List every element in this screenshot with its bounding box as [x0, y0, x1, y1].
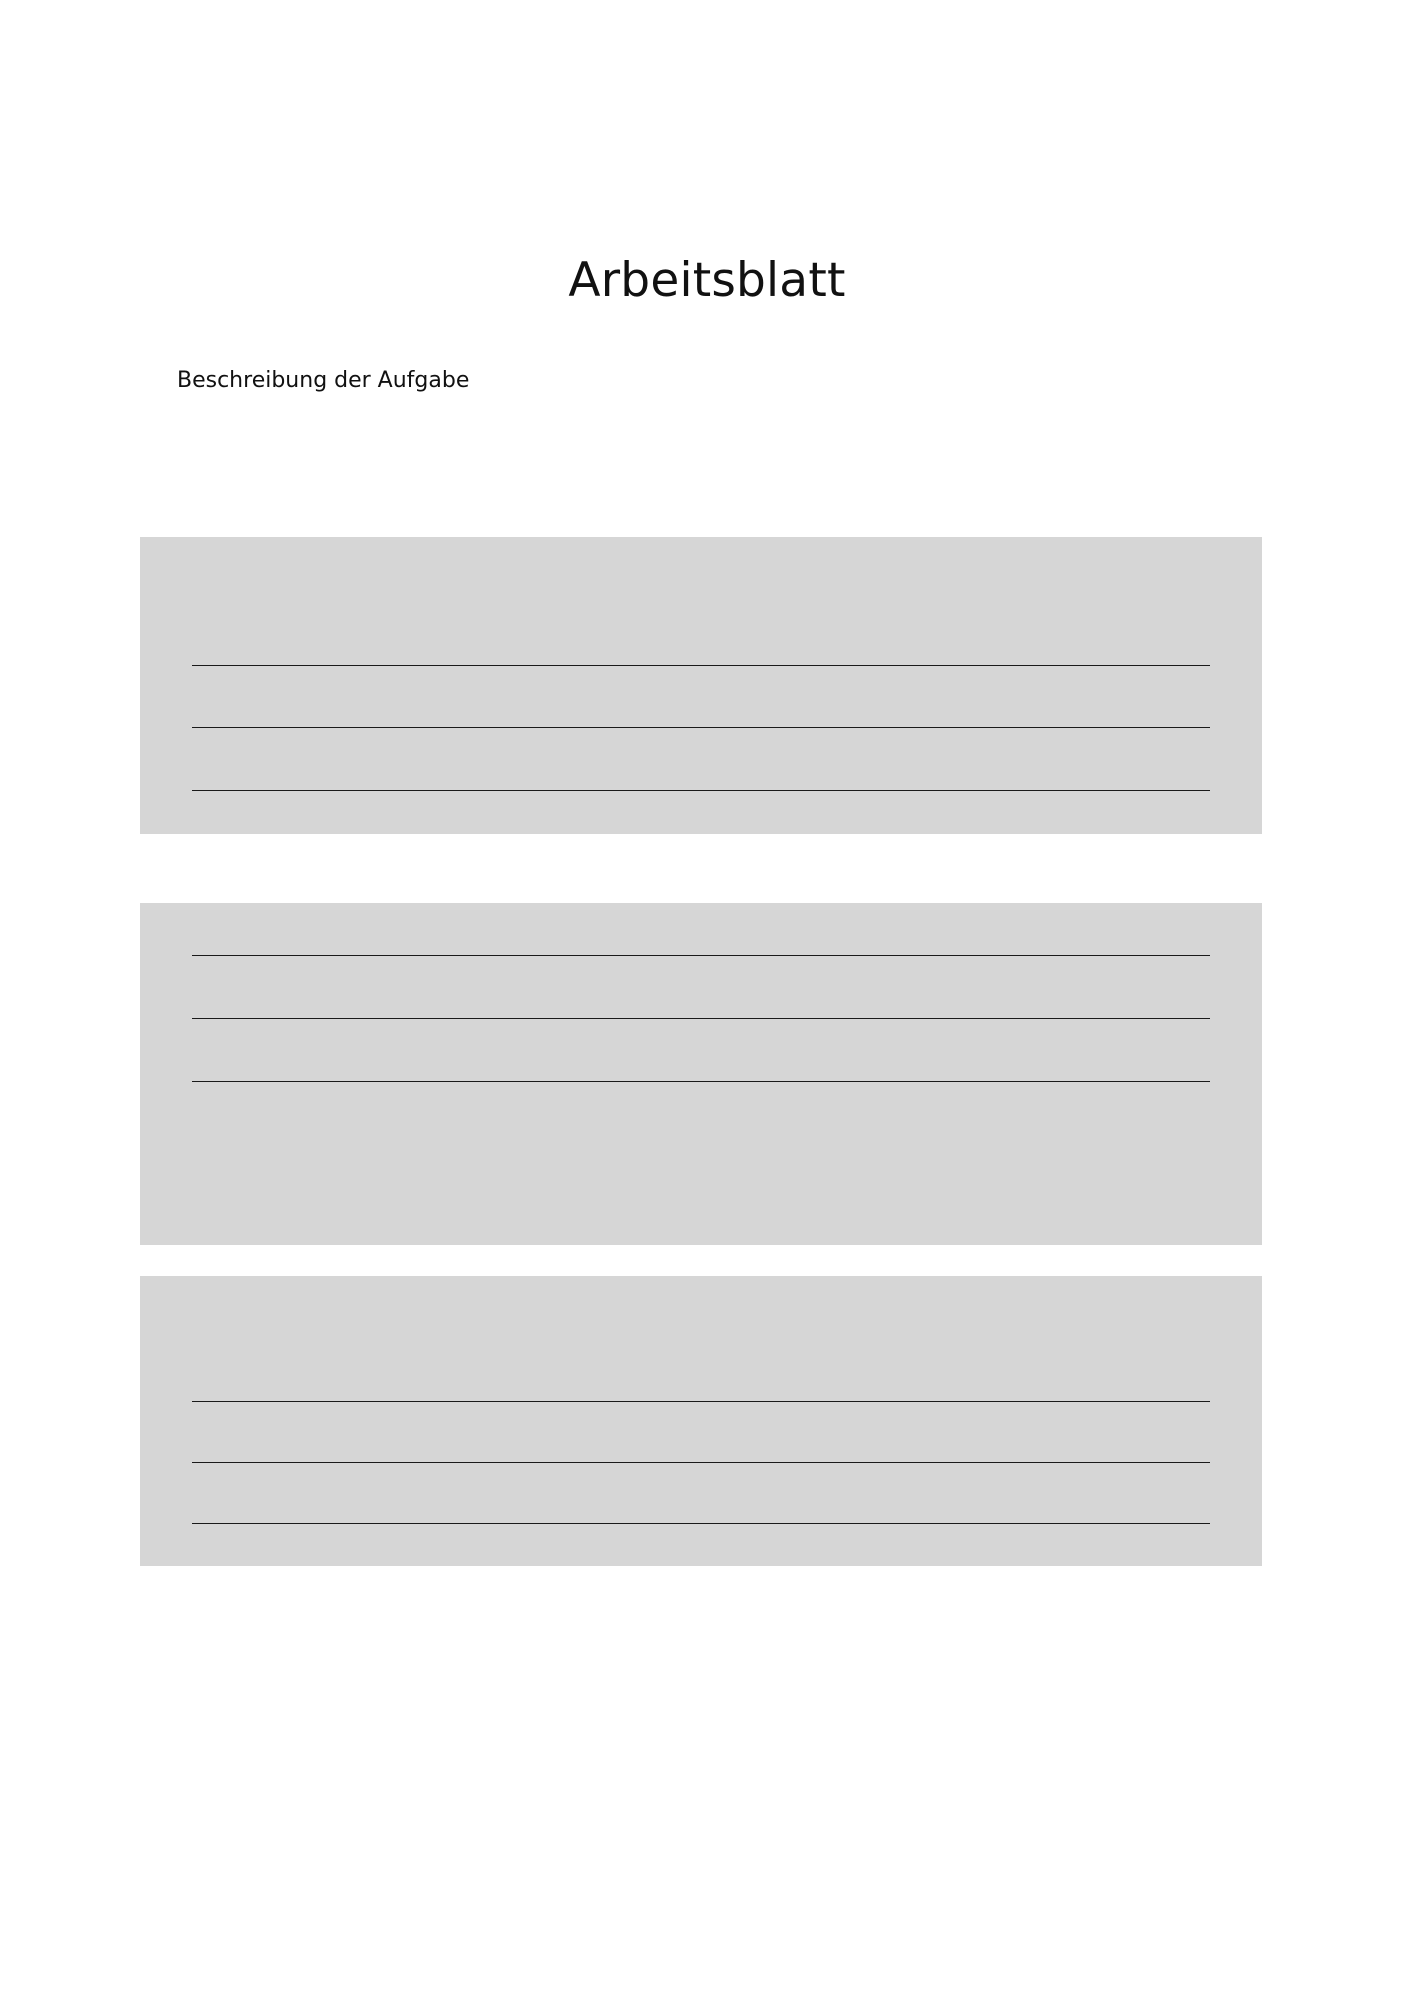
answer-block-2[interactable]	[140, 903, 1262, 1245]
writing-line[interactable]	[192, 665, 1210, 666]
writing-line[interactable]	[192, 1523, 1210, 1524]
writing-line[interactable]	[192, 1081, 1210, 1082]
writing-line[interactable]	[192, 1401, 1210, 1402]
task-description-label: Beschreibung der Aufgabe	[177, 368, 470, 393]
page-title: Arbeitsblatt	[568, 253, 846, 309]
writing-line[interactable]	[192, 955, 1210, 956]
writing-line[interactable]	[192, 790, 1210, 791]
answer-block-1[interactable]	[140, 537, 1262, 834]
writing-line[interactable]	[192, 1462, 1210, 1463]
writing-line[interactable]	[192, 1018, 1210, 1019]
answer-block-3[interactable]	[140, 1276, 1262, 1566]
writing-line[interactable]	[192, 727, 1210, 728]
